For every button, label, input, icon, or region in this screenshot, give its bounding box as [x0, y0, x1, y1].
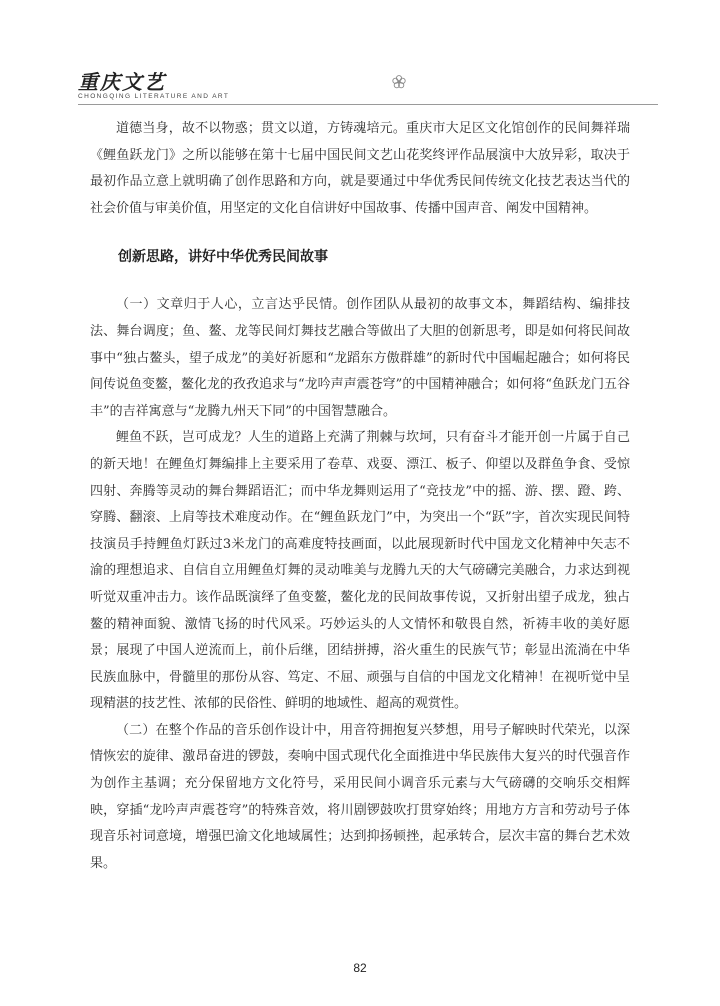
article-body: [90, 116, 630, 877]
header-divider: [78, 104, 658, 105]
page-header: [78, 66, 658, 106]
section-heading: 创新思路，讲好中华优秀民间故事: [118, 249, 328, 266]
journal-logo-english: CHONGQING LITERATURE AND ART: [78, 93, 230, 100]
paragraph-3: （二）在整个作品的音乐创作设计中，用音符拥抱复兴梦想，用号子解映时代荣光，以深情恢宏的旋律、激昂奋进的锣鼓，奏响中国式现代化全面推进中华民族伟大复兴的时代强音作为创作主基调；充分保留地方文化符号，采用民间小调音乐元素与大气磅礴的交响乐交相辉映，穿插“龙吟声声震苍穹”的特殊音效，将川剧锣鼓吹打贯穿始终；用地方方言和劳动号子体现音乐衬词意境，增强巴渝文化地域属性；达到抑扬顿挫，起承转合，层次丰富的舞台艺术效果。: [90, 722, 630, 871]
paragraph-2: 鲤鱼不跃，岂可成龙？人生的道路上充满了荆棘与坎坷，只有奋斗才能开创一片属于自己的新天地！在鲤鱼灯舞编排上主要采用了卷草、戏耍、漂江、板子、仰望以及群鱼争食、受惊四射、奔腾等灵动的舞台舞蹈语汇；而中华龙舞则运用了“竞技龙”中的摇、游、摆、蹬、跨、穿腾、翻滚、上肩等技术难度动作。在“鲤鱼跃龙门”中，为突出一个“跃”字，首次实现民间特技演员手持鲤鱼灯跃过3米龙门的高难度特技画面，以此展现新时代中国龙文化精神中矢志不渝的理想追求、自信自立用鲤鱼灯舞的灵动唯美与龙腾九天的大气磅礴完美融合，力求达到视听觉双重冲击力。该作品既演绎了鱼变鳌，鳌化龙的民间故事传说，又折射出望子成龙，独占鳌的精神面貌、激情飞扬的时代风采。巧妙运头的人文情怀和敬畏自然，祈祷丰收的美好愿景；展现了中国人逆流而上，前仆后继，团结拼搏，浴火重生的民族气节；彰显出流淌在中华民族血脉中，骨髓里的那份从容、笃定、不屈、顽强与自信的中国龙文化精神！在视听觉中呈现精湛的技艺性、浓郁的民俗性、鲜明的地域性、超高的观赏性。: [90, 430, 630, 712]
page-number: 82: [353, 961, 367, 975]
intro-paragraph: 道德当身，故不以物惑；贯文以道，方铸魂培元。重庆市大足区文化馆创作的民间舞祥瑞《鲤鱼跃龙门》之所以能够在第十七届中国民间文艺山花奖终评作品展演中大放异彩，取决于最初作品立意上就明确了创作思路和方向，就是要通过中华优秀民间传统文化技艺表达当代的社会价值与审美价值，用坚定的文化自信讲好中国故事、传播中国声音、阐发中国精神。: [90, 121, 630, 216]
flower-ornament-icon: [391, 74, 407, 90]
paragraph-1: （一）文章归于人心，立言达乎民情。创作团队从最初的故事文本，舞蹈结构、编排技法、舞台调度；鱼、鳌、龙等民间灯舞技艺融合等做出了大胆的创新思考，即是如何将民间故事中“独占鳌头，望子成龙”的美好祈愿和“龙蹈东方傲群雄”的新时代中国崛起融合；如何将民间传说鱼变鳌，鳌化龙的孜孜追求与“龙吟声声震苍穹”的中国精神融合；如何将“鱼跃龙门五谷丰”的吉祥寓意与“龙腾九州天下同”的中国智慧融合。: [90, 297, 630, 419]
journal-logo: 重庆文艺: [78, 70, 166, 94]
